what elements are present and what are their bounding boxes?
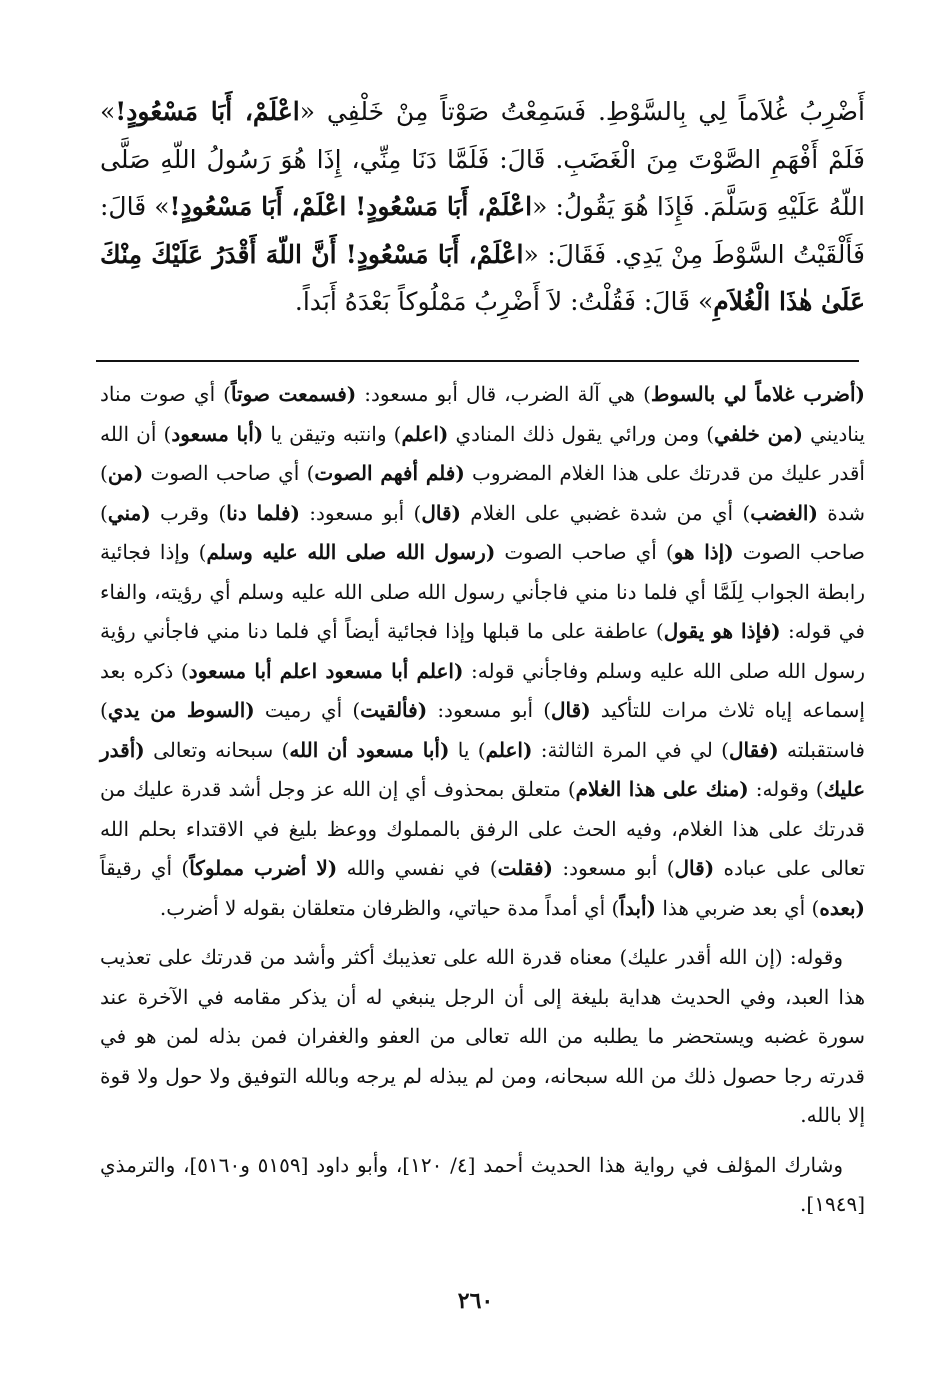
commentary-text: ) ومن ورائي يقول ذلك المنادي — [448, 421, 715, 446]
commentary-term: (إذا هو — [673, 540, 734, 564]
commentary-text: ) في نفسي والله — [337, 856, 498, 880]
commentary-text: ) أبو مسعود: — [299, 500, 422, 525]
commentary-term: (لا أضرب مملوكاً — [189, 856, 338, 880]
commentary-term: (السوط من يدي — [107, 698, 255, 722]
commentary-text: ) صاحب الصوت — [100, 500, 865, 564]
commentary-term: (أقدر عليك — [100, 737, 866, 801]
hadith-segment: » قَالَ: فَقُلْتُ: لاَ أَضْرِبُ مَمْلُوكاً بَعْدَهُ أَبَداً. — [294, 287, 714, 316]
hadith-quote: اعْلَمْ، أَبَا مَسْعُودٍ! أَنَّ اللّهَ أَقْدَرُ عَلَيْكَ مِنْكَ عَلَىٰ هٰذَا الْغُلاَمِ — [100, 239, 865, 316]
commentary-term: (فلم أفهم الصوت — [314, 461, 465, 485]
commentary-term: (فألقيت — [360, 698, 428, 722]
commentary-term: (فقال — [728, 737, 779, 762]
commentary-term: (فسمعت صوتاً — [230, 382, 357, 406]
commentary-term: (اعلم — [485, 737, 533, 762]
commentary-term: (الغضب — [750, 500, 818, 525]
commentary-text: ) وقرب — [150, 500, 227, 525]
commentary-text: ) أن الله أقدر عليك من قدرتك على هذا الغلام المضروب — [100, 421, 865, 485]
commentary-text: ) وانتبه وتيقن يا — [263, 421, 402, 446]
commentary-text: ) أي رقيقاً — [100, 856, 190, 880]
hadith-quote: اعْلَمْ، أَبَا مَسْعُودٍ! اعْلَمْ، أَبَا مَسْعُودٍ! — [169, 192, 533, 221]
commentary-term: (اعلم — [401, 421, 449, 446]
commentary-text: ) أبو مسعود: — [427, 698, 552, 722]
commentary-paragraph — [100, 375, 865, 928]
commentary-term: (أبداً — [619, 895, 656, 920]
commentary-term: (فقلت — [497, 856, 553, 880]
commentary-text: ) يا — [449, 737, 486, 762]
commentary-text: ) متعلق بمحذوف أي إن الله عز وجل أشد قدرة عليك من قدرتك على هذا الغلام، وفيه الحث على الرفق بالمملوك ووعظ بليغ في الاقتداء بحلم الله تعالى على عباده — [100, 777, 865, 880]
commentary-text: ) أي أمداً مدة حياتي، والظرفان متعلقان بقوله لا أضرب. — [159, 895, 620, 920]
hadith-quote: اعْلَمْ، أَبَا مَسْعُودٍ! — [115, 97, 300, 126]
commentary-block — [100, 375, 865, 1235]
hadith-segment: » قَالَ: فَأَلْقَيْتُ السَّوْطَ مِنْ يَدِي. فَقَالَ: « — [100, 192, 865, 269]
commentary-text: ) سبحانه وتعالى — [144, 737, 290, 762]
commentary-term: (بعده — [819, 895, 865, 920]
commentary-text: ) أي صوت مناد يناديني — [100, 382, 866, 446]
commentary-term: (أبا مسعود أن الله — [289, 737, 450, 762]
commentary-term: (أضرب غلاماً لي بالسوط — [650, 382, 865, 406]
hadith-text — [100, 88, 865, 326]
page-number: ٢٦٠ — [457, 1288, 494, 1314]
commentary-text: ) وإذا فجائية رابطة الجواب لِلَمَّا أي فلما دنا مني فاجأني رسول الله صلى الله عليه وسلم أي رؤيته، والفاء في قوله: — [100, 540, 865, 643]
commentary-text: ) أي بعد ضربي هذا — [655, 895, 820, 920]
commentary-text: ) أي صاحب الصوت — [495, 540, 674, 564]
footnote-divider — [96, 360, 859, 362]
commentary-text: ) فاستقبلته — [100, 698, 865, 762]
commentary-text: ) أي صاحب الصوت — [143, 461, 315, 485]
commentary-text: ) شدة — [100, 461, 865, 525]
commentary-term: (اعلم أبا مسعود اعلم أبا مسعود — [188, 658, 464, 683]
commentary-text: ) عاطفة على ما قبلها وإذا فجائية أيضاً أي فلما دنا مني فاجأني رؤية رسول الله صلى الله عليه وسلم وفاجأني قوله: — [100, 619, 866, 683]
commentary-text: ) أي رميت — [254, 698, 361, 722]
commentary-term: (أبا مسعود — [171, 421, 264, 446]
commentary-text: ) لي في المرة الثالثة: — [532, 737, 729, 762]
commentary-term: (فلما دنا — [226, 500, 300, 525]
commentary-term: (مني — [107, 500, 151, 525]
commentary-term: (قال — [674, 856, 715, 880]
commentary-term: (قال — [421, 500, 461, 525]
commentary-term: (من خلفي — [714, 421, 803, 446]
commentary-term: (منك على هذا الغلام — [575, 777, 749, 801]
hadith-segment: » فَلَمْ أَفْهَمِ الصَّوْتَ مِنَ الْغَضَبِ. قَالَ: فَلَمَّا دَنَا مِنِّي، إِذَا هُوَ رَسُولُ اللّهِ صَلَّى اللّهُ عَلَيْهِ وَسَلَّمَ. فَإِذَا هُوَ يَقُولُ: « — [100, 97, 865, 221]
commentary-term: (من — [107, 461, 144, 485]
commentary-text: ) ذكره بعد إسماعه إياه ثلاث مرات للتأكيد — [100, 658, 865, 722]
hadith-segment: أَضْرِبُ غُلاَماً لِي بِالسَّوْطِ. فَسَمِعْتُ صَوْتاً مِنْ خَلْفِي « — [299, 97, 865, 126]
commentary-term: (فإذا هو يقول — [663, 619, 781, 643]
hadith-block — [100, 88, 865, 326]
commentary-text: ) أي من شدة غضبي على الغلام — [461, 500, 751, 525]
commentary-term: (رسول الله صلى الله عليه وسلم — [206, 540, 496, 564]
commentary-term: (قال — [551, 698, 591, 722]
commentary-text: ) أبو مسعود: — [552, 856, 675, 880]
commentary-paragraph: وقوله: (إن الله أقدر عليك) معناه قدرة الله على تعذيبك أكثر وأشد من قدرتك على تعذيب هذا العبد، وفي الحديث هداية بليغة إلى أن الرجل ينبغي له أن يذكر مقامه في الآخرة عند سورة غضبه ويستحضر ما يطلبه من الله تعالى من العفو والغفران فمن بذله لمن هو في قدرته رجا حصول ذلك من الله سبحانه، ومن لم يبذله لم يرجه وبالله التوفيق ولا حول ولا قوة إلا بالله. — [100, 945, 865, 1127]
commentary-text: ) وقوله: — [748, 777, 824, 801]
references-paragraph: وشارك المؤلف في رواية هذا الحديث أحمد [٤/ ١٢٠]، وأبو داود [٥١٥٩ و٥١٦٠]، والترمذي [١٩٤٩]. — [100, 1152, 865, 1216]
commentary-text: ) هي آلة الضرب، قال أبو مسعود: — [356, 382, 651, 406]
